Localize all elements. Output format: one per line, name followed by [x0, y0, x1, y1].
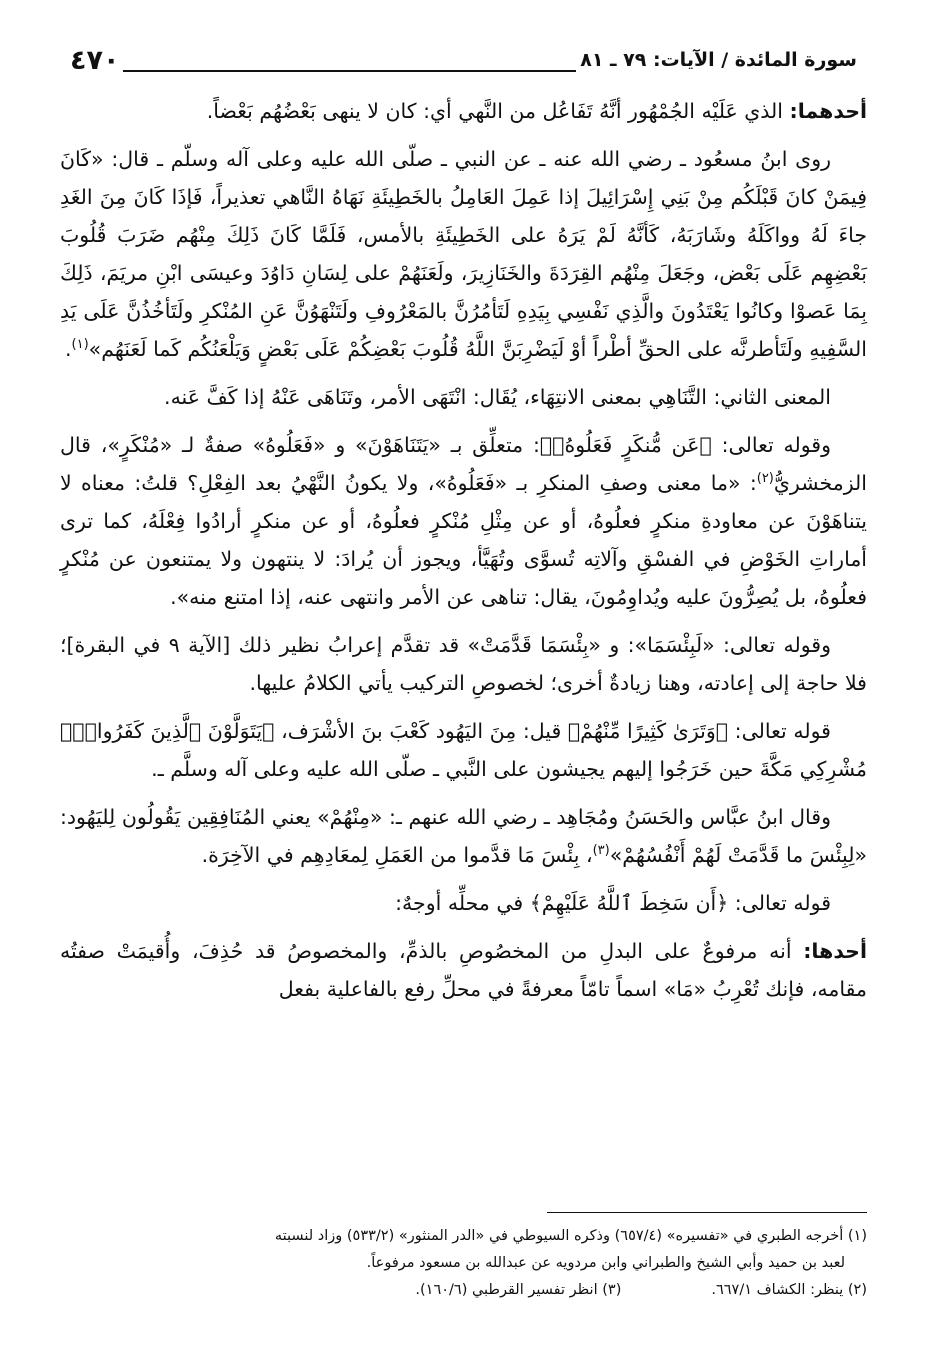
paragraph-text: أنه مرفوعٌ على البدلِ من المخصُوصِ بالذمِّ، والمخصوصُ قد حُذِفَ، وأُقيمَتْ صفتُه مقامه، فإنك تُعْرِبُ «مَا» اسماً تامّاً معرفةً في محلِّ رفع بالفاعلية بفعل: [60, 939, 867, 1001]
paragraph-bisama: [60, 626, 867, 702]
paragraph-text: المعنى الثاني: التَّنَاهِي بمعنى الانتِهَاء، يُقَال: انْتَهَى الأمر، وتَنَاهَى عَنْهُ إذا كَفَّ عَنه.: [164, 385, 831, 409]
footnote-1-line-1: (١) أخرجه الطبري في «تفسيره» (٦٥٧/٤) وذكره السيوطي في «الدر المنثور» (٥٣٣/٢) وزاد لنسبته: [274, 1228, 867, 1244]
paragraph-hadith: [60, 140, 867, 368]
paragraph-lead: أحدها:: [803, 939, 867, 963]
paragraph-lead: أحدهما:: [789, 99, 867, 123]
page-number: ٤٧٠: [70, 44, 120, 76]
footnote-ref-3[interactable]: (٣): [592, 843, 610, 859]
footnote-rule: [547, 1212, 867, 1213]
running-header: [60, 38, 867, 82]
footnotes: [60, 1212, 867, 1304]
paragraph-text: الذي عَلَيْه الجُمْهُور أنَّهُ تَفَاعُل من النَّهي أي: كان لا ينهى بَعْضُهُم بَعْضاً.: [206, 99, 790, 123]
paragraph-second-meaning: [60, 378, 867, 416]
footnote-row-2-3: [60, 1277, 867, 1304]
footnote-1-line-2: لعبد بن حميد وأبي الشيخ والطبراني وابن مردويه عن عبدالله بن مسعود مرفوعاً.: [366, 1255, 845, 1271]
footnote-ref-2[interactable]: (٢): [756, 471, 774, 487]
paragraph-text: وقوله تعالى: «لَبِئْسَمَا»: و «بِئْسَمَا قَدَّمَتْ» قد تقدَّم إعرابُ نظير ذلك [الآية ٩ في البقرة]؛ فلا حاجة إلى إعادته، وهنا زيادةٌ أخرى؛ لخصوصِ التركيب يأتي الكلامُ عليها.: [60, 633, 867, 695]
paragraph-text: روى ابنُ مسعُود ـ رضي الله عنه ـ عن النبي ـ صلّى الله عليه وعلى آله وسلّم ـ قال: «كَانَ فِيمَنْ كانَ قَبْلَكُم مِنْ بَنِي إِسْرَائِيلَ إذا عَمِلَ العَامِلُ بالخَطِيئَةِ نَهَاهُ النَّاهي تعذيراً، فَإذَا كَانَ مِنَ الغَدِ جاءَ لَهُ وواكَلَهُ وشَارَبَهُ، كَأنَّهُ لَمْ يَرَهُ على الخَطِيئَةِ بالأمس، فَلَمَّا كَانَ ذَلِكَ مِنْهُم ضَرَبَ قُلُوبَ بَعْضِهِم عَلَى بَعْض، وجَعَلَ مِنْهُم القِرَدَةَ والخَنَازِيرَ، ولَعَنَهُمْ على لِسَانِ دَاوُدَ وعيسَى ابْنِ مريَمَ، ذَلِكَ بِمَا عَصوْا وكانُوا يَعْتَدُونَ والَّذِي نَفْسِي بِيَدِهِ لَتَأمُرُنَّ بالمَعْرُوفِ ولَتَنْهَوُنَّ عَنِ المُنْكرِ ولَتَأخُذُنَّ عَلَى يَدِ السَّفِيهِ ولَتَأطرنَّه على الحقِّ أطْراً أوْ لَيَضْرِبَنَّ اللَّهُ قُلُوبَ بَعْضِكُمْ عَلَى بَعْضٍ وَيَلْعَنُكُم كَما لَعَنَهُم»: [60, 147, 867, 361]
footnote-ref-1[interactable]: (١): [71, 337, 89, 353]
paragraph-tail: : «ما معنى وصفِ المنكرِ بـ «فَعَلُوهُ»، ولا يكونُ النَّهْيُ بعد الفِعْلِ؟ قلتُ: معناه لا يتناهَوْنَ عن معاودةِ منكرٍ فعلُوهُ، أو عن مِثْلِ مُنْكرٍ فعلُوهُ، أو عن منكرٍ أرادُوا فِعْلَهُ، كما ترى أماراتِ الخَوْضِ في الفسْقِ وآلاتِه تُسوَّى وتُهَيَّأ، ويجوز أن يُرادَ: لا ينتهون ولا يمتنعون عن مُنْكرٍ فعلُوهُ، بل يُصِرُّونَ عليه ويُداوِمُونَ، يقال: تناهى عن الأمر وانتهى عنه، إذا امتنع منه».: [60, 471, 867, 609]
footnote-3: (٣) انظر تفسير القرطبي (١٦٠/٦).: [415, 1282, 622, 1298]
paragraph-tail: ، بِئْسَ مَا قدَّموا من العَمَلِ لِمعَادِهِم في الآخِرَة.: [201, 843, 593, 867]
paragraph-first-aspect: [60, 932, 867, 1008]
footnote-2: (٢) ينظر: الكشاف ٦٦٧/١.: [711, 1282, 867, 1298]
paragraph-text: قوله تعالى: ﴿أَن سَخِطَ ٱللَّهُ عَلَيْهِمْ﴾ في محلِّه أوجهٌ:: [395, 891, 831, 915]
paragraph-tail: .: [65, 337, 72, 361]
surah-title: سورة المائدة / الآيات: ٧٩ ـ ٨١: [580, 49, 857, 71]
paragraph-first-meaning: [60, 92, 867, 130]
paragraph-zamakhshari: [60, 426, 867, 616]
paragraph-text: وقوله تعالى: ﴿عَن مُّنكَرٍ فَعَلُوهُۚ﴾: متعلِّق بـ «يَتَنَاهَوْنَ» و «فَعَلُوهُ» صفةٌ لـ «مُنْكَرٍ»، قال الزمخشريُّ: [60, 433, 867, 495]
paragraph-tara-kathiran: [60, 712, 867, 788]
header-rule: [123, 70, 576, 72]
paragraph-ibn-abbas: [60, 798, 867, 874]
body-text: [60, 92, 867, 1008]
paragraph-text: قوله تعالى: ﴿وَتَرَىٰ كَثِيرًا مِّنْهُمْ﴾ قيل: مِنَ اليَهُود كَعْبَ بنَ الأشْرَف، ﴿يَتَوَلَّوْنَ ٱلَّذِينَ كَفَرُوا۟ۚ﴾ مُشْرِكِي مَكَّةَ حين خَرَجُوا إليهم يجيشون على النَّبي ـ صلّى الله عليه وعلى آله وسلَّم ـ.: [60, 719, 867, 781]
paragraph-an-sakhita: [60, 884, 867, 922]
paragraph-text: وقال ابنُ عبَّاس والحَسَنُ ومُجَاهِد ـ رضي الله عنهم ـ: «مِنْهُمْ» يعني المُنَافِقِين يَقُولُون لِليَهُود: «لِبِئْسَ ما قَدَّمَتْ لَهُمْ أَنْفُسُهُمْ»: [60, 805, 867, 867]
